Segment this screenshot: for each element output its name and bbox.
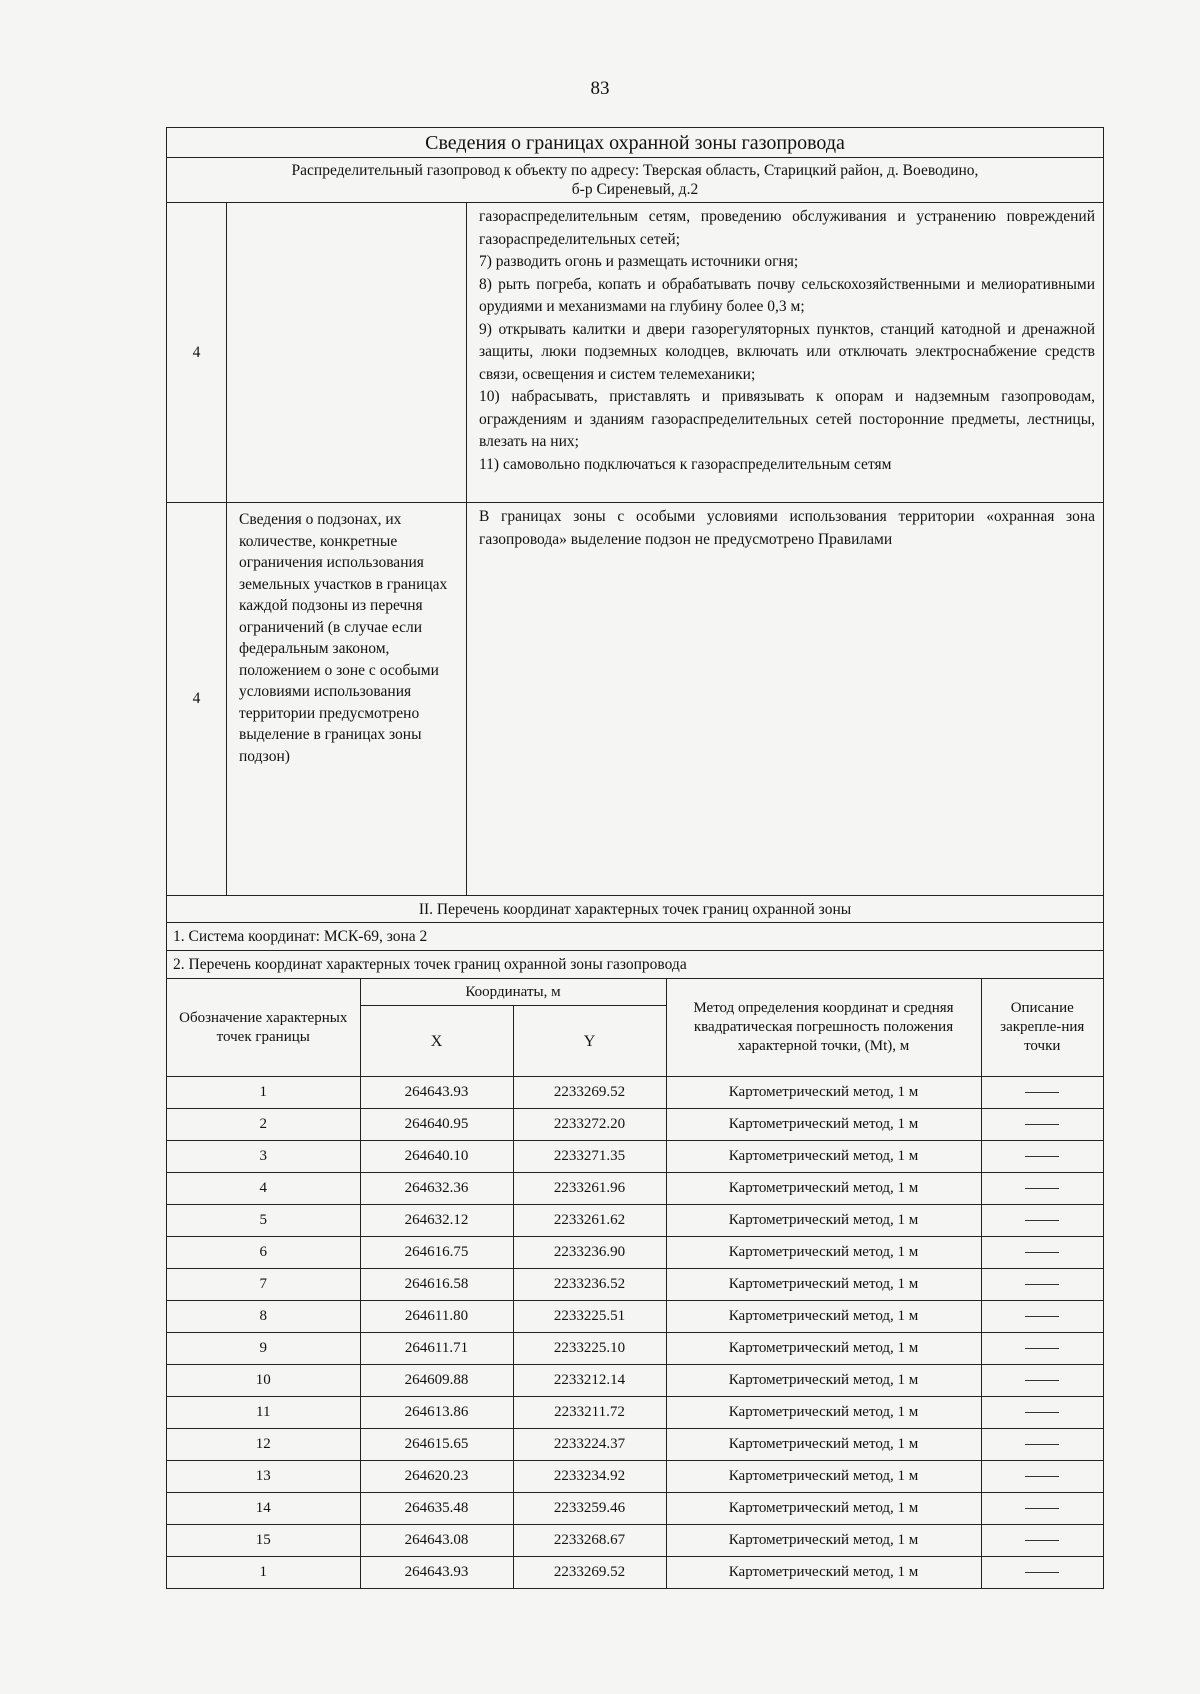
coord-list-title: 2. Перечень координат характерных точек границ охранной зоны газопровода (167, 951, 1103, 979)
row-number-cell (167, 503, 227, 895)
dash-mark (1025, 1092, 1059, 1093)
table-row (167, 1301, 1103, 1333)
y-cell: 2233224.37 (513, 1429, 666, 1461)
y-cell: 2233236.90 (513, 1237, 666, 1269)
y-cell: 2233272.20 (513, 1109, 666, 1141)
dash-mark (1025, 1316, 1059, 1317)
description-cell (981, 1557, 1103, 1589)
description-cell (981, 1077, 1103, 1109)
x-cell: 264609.88 (360, 1365, 513, 1397)
dash-mark (1025, 1284, 1059, 1285)
document-title: Сведения о границах охранной зоны газопровода (167, 128, 1103, 158)
y-cell: 2233259.46 (513, 1493, 666, 1525)
dash-mark (1025, 1508, 1059, 1509)
point-cell: 6 (167, 1237, 360, 1269)
method-cell: Картометрический метод, 1 м (666, 1461, 981, 1493)
restriction-item: 7) разводить огонь и размещать источники огня; (479, 253, 799, 270)
method-cell: Картометрический метод, 1 м (666, 1301, 981, 1333)
dash-mark (1025, 1156, 1059, 1157)
dash-mark (1025, 1476, 1059, 1477)
col-point-header: Обозначение характерных точек границы (167, 979, 360, 1077)
point-cell: 5 (167, 1205, 360, 1237)
y-cell: 2233225.51 (513, 1301, 666, 1333)
subzones-row (167, 503, 1103, 896)
description-cell (981, 1237, 1103, 1269)
restriction-item: газораспределительным сетям, проведению обслуживания и устранению повреждений газораспределительных сетей; (479, 208, 1095, 248)
row-number-cell (167, 203, 227, 502)
method-cell: Картометрический метод, 1 м (666, 1397, 981, 1429)
point-cell: 4 (167, 1173, 360, 1205)
y-cell: 2233211.72 (513, 1397, 666, 1429)
method-cell: Картометрический метод, 1 м (666, 1237, 981, 1269)
x-cell: 264643.93 (360, 1557, 513, 1589)
description-cell (981, 1461, 1103, 1493)
y-cell: 2233212.14 (513, 1365, 666, 1397)
x-cell: 264640.95 (360, 1109, 513, 1141)
method-cell: Картометрический метод, 1 м (666, 1109, 981, 1141)
y-cell: 2233236.52 (513, 1269, 666, 1301)
table-row (167, 1109, 1103, 1141)
table-row (167, 1429, 1103, 1461)
x-cell: 264643.08 (360, 1525, 513, 1557)
method-cell: Картометрический метод, 1 м (666, 1557, 981, 1589)
dash-mark (1025, 1444, 1059, 1445)
description-cell (981, 1525, 1103, 1557)
dash-mark (1025, 1220, 1059, 1221)
section-title: II. Перечень координат характерных точек границ охранной зоны (167, 896, 1103, 923)
x-cell: 264615.65 (360, 1429, 513, 1461)
x-cell: 264611.71 (360, 1333, 513, 1365)
description-cell (981, 1109, 1103, 1141)
table-row (167, 1333, 1103, 1365)
table-row (167, 1525, 1103, 1557)
restriction-item: 10) набрасывать, приставлять и привязывать к опорам и надземным газопроводам, ограждениям и зданиям газораспределительных сетей посторонние предметы, лестницы, влезать на них; (479, 388, 1095, 450)
dash-mark (1025, 1348, 1059, 1349)
point-cell: 11 (167, 1397, 360, 1429)
method-cell: Картометрический метод, 1 м (666, 1365, 981, 1397)
object-address-line2: б-р Сиреневый, д.2 (571, 181, 699, 198)
description-cell (981, 1205, 1103, 1237)
point-cell: 3 (167, 1141, 360, 1173)
x-cell: 264632.36 (360, 1173, 513, 1205)
dash-mark (1025, 1540, 1059, 1541)
col-method-header: Метод определения координат и средняя квадратическая погрешность положения характерной точки, (Mt), м (666, 979, 981, 1077)
dash-mark (1025, 1252, 1059, 1253)
dash-mark (1025, 1188, 1059, 1189)
y-cell: 2233269.52 (513, 1557, 666, 1589)
method-cell: Картометрический метод, 1 м (666, 1333, 981, 1365)
point-cell: 9 (167, 1333, 360, 1365)
point-cell: 15 (167, 1525, 360, 1557)
zone-info-table (166, 127, 1104, 1589)
description-cell (981, 1397, 1103, 1429)
restrictions-continued-row (167, 203, 1103, 503)
table-row (167, 1205, 1103, 1237)
y-cell: 2233261.62 (513, 1205, 666, 1237)
description-cell (981, 1301, 1103, 1333)
x-cell: 264635.48 (360, 1493, 513, 1525)
method-cell: Картометрический метод, 1 м (666, 1141, 981, 1173)
table-row (167, 1461, 1103, 1493)
description-cell (981, 1333, 1103, 1365)
table-row (167, 1141, 1103, 1173)
coordinates-table (167, 979, 1103, 1588)
table-row (167, 1557, 1103, 1589)
row-number: 4 (192, 690, 201, 707)
page-number: 83 (590, 78, 610, 99)
table-row (167, 1269, 1103, 1301)
restriction-item: 8) рыть погреба, копать и обрабатывать почву сельскохозяйственными и мелиоративными орудиями и механизмами на глубину более 0,3 м; (479, 275, 1095, 315)
x-cell: 264613.86 (360, 1397, 513, 1429)
row-number: 4 (192, 343, 201, 361)
col-coords-header: Координаты, м (360, 979, 666, 1006)
dash-mark (1025, 1412, 1059, 1413)
restriction-item: 9) открывать калитки и двери газорегуляторных пунктов, станций катодной и дренажной защиты, люки подземных колодцев, включать или отключать электроснабжение средств связи, освещения и систем телемеханики; (479, 320, 1095, 383)
object-address-line1: Распределительный газопровод к объекту по адресу: Тверская область, Старицкий район, д. Воеводино, (291, 162, 979, 179)
point-cell: 12 (167, 1429, 360, 1461)
table-row (167, 1077, 1103, 1109)
object-address (167, 158, 1103, 203)
table-row (167, 1365, 1103, 1397)
col-description-header: Описание закрепле-ния точки (981, 979, 1103, 1077)
table-row (167, 1237, 1103, 1269)
x-cell: 264616.58 (360, 1269, 513, 1301)
y-cell: 2233268.67 (513, 1525, 666, 1557)
method-cell: Картометрический метод, 1 м (666, 1269, 981, 1301)
description-cell (981, 1173, 1103, 1205)
method-cell: Картометрический метод, 1 м (666, 1077, 981, 1109)
y-cell: 2233269.52 (513, 1077, 666, 1109)
point-cell: 2 (167, 1109, 360, 1141)
description-cell (981, 1269, 1103, 1301)
x-cell: 264616.75 (360, 1237, 513, 1269)
x-cell: 264632.12 (360, 1205, 513, 1237)
point-cell: 1 (167, 1557, 360, 1589)
description-cell (981, 1365, 1103, 1397)
y-cell: 2233271.35 (513, 1141, 666, 1173)
x-cell: 264640.10 (360, 1141, 513, 1173)
y-cell: 2233234.92 (513, 1461, 666, 1493)
method-cell: Картометрический метод, 1 м (666, 1173, 981, 1205)
dash-mark (1025, 1380, 1059, 1381)
method-cell: Картометрический метод, 1 м (666, 1429, 981, 1461)
dash-mark (1025, 1124, 1059, 1125)
point-cell: 13 (167, 1461, 360, 1493)
coord-system: 1. Система координат: МСК-69, зона 2 (167, 923, 1103, 951)
x-cell: 264620.23 (360, 1461, 513, 1493)
table-row (167, 1397, 1103, 1429)
method-cell: Картометрический метод, 1 м (666, 1525, 981, 1557)
point-cell: 14 (167, 1493, 360, 1525)
row-label-cell (227, 203, 467, 502)
point-cell: 8 (167, 1301, 360, 1333)
x-cell: 264643.93 (360, 1077, 513, 1109)
description-cell (981, 1429, 1103, 1461)
method-cell: Картометрический метод, 1 м (666, 1205, 981, 1237)
y-cell: 2233225.10 (513, 1333, 666, 1365)
col-x-header: X (360, 1006, 513, 1077)
subzones-value: В границах зоны с особыми условиями использования территории «охранная зона газопровода» выделение подзон не предусмотрено Правилами (479, 508, 1095, 548)
point-cell: 7 (167, 1269, 360, 1301)
subzones-label: Сведения о подзонах, их количестве, конкретные ограничения использования земельных участков в границах каждой подзоны из перечня ограничений (в случае если федеральным законом, положением о зоне с особыми условиями использования территории предусмотрено выделение в границах зоны подзон) (227, 503, 467, 895)
y-cell: 2233261.96 (513, 1173, 666, 1205)
description-cell (981, 1141, 1103, 1173)
x-cell: 264611.80 (360, 1301, 513, 1333)
restrictions-text (467, 203, 1103, 502)
dash-mark (1025, 1572, 1059, 1573)
table-row (167, 1493, 1103, 1525)
method-cell: Картометрический метод, 1 м (666, 1493, 981, 1525)
point-cell: 10 (167, 1365, 360, 1397)
point-cell: 1 (167, 1077, 360, 1109)
col-y-header: Y (513, 1006, 666, 1077)
description-cell (981, 1493, 1103, 1525)
restriction-item: 11) самовольно подключаться к газораспределительным сетям (479, 455, 892, 473)
table-row (167, 1173, 1103, 1205)
